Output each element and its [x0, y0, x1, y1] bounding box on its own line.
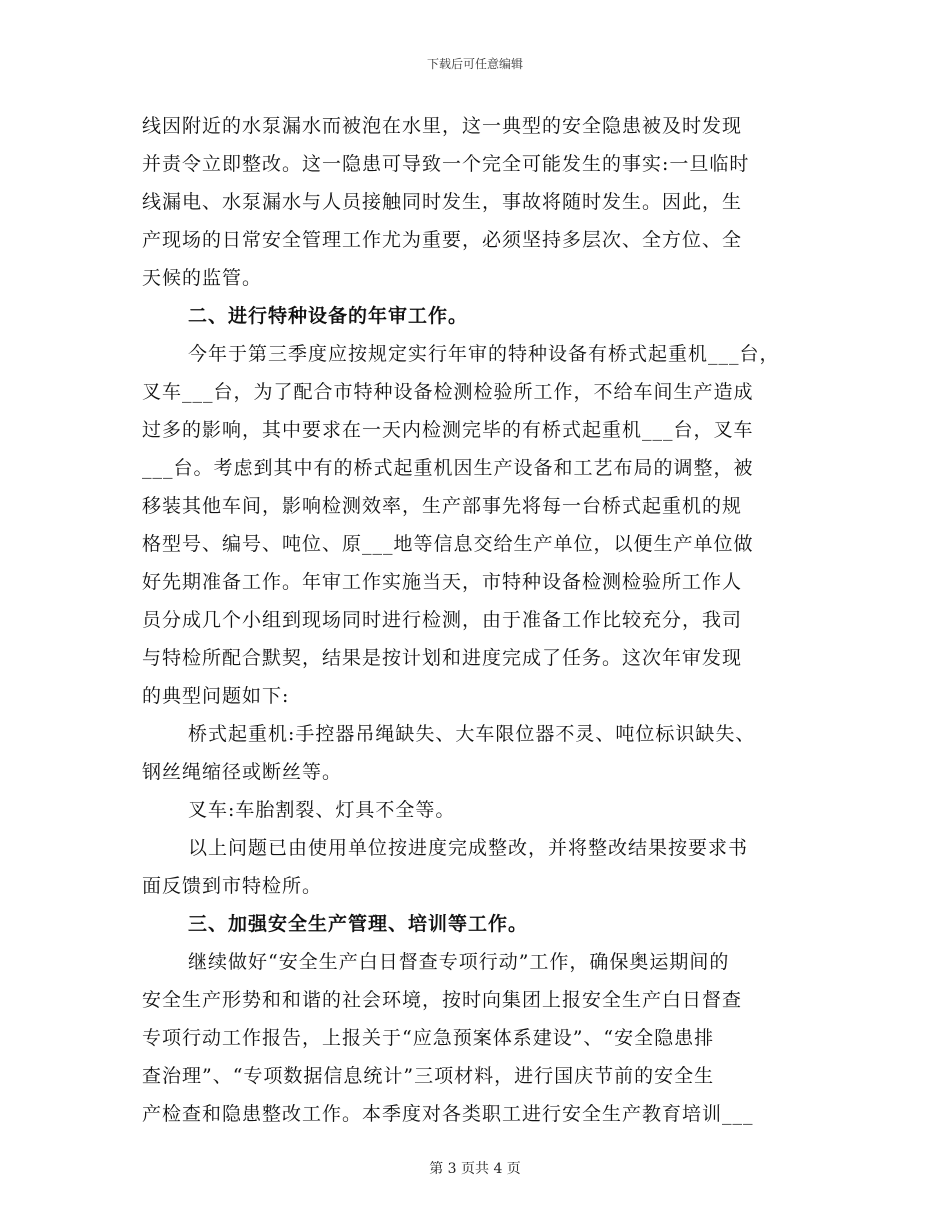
paragraph-line: ___台。考虑到其中有的桥式起重机因生产设备和工艺布局的调整，被: [142, 457, 754, 479]
paragraph-line: 专项行动工作报告，上报关于“应急预案体系建设”、“安全隐患排: [142, 1027, 715, 1049]
paragraph-line: 钢丝绳缩径或断丝等。: [142, 761, 343, 783]
section-heading: 三、加强安全生产管理、培训等工作。: [188, 913, 529, 935]
paragraph-line: 移装其他车间，影响检测效率，生产部事先将每一台桥式起重机的规: [142, 495, 743, 517]
paragraph-line: 以上问题已由使用单位按进度完成整改，并将整改结果按要求书: [188, 837, 749, 859]
paragraph-line: 的典型问题如下:: [142, 685, 290, 707]
paragraph-line: 继续做好“安全生产白日督查专项行动”工作，确保奥运期间的: [188, 951, 730, 973]
section-heading: 二、进行特种设备的年审工作。: [188, 305, 469, 327]
paragraph-line: 线因附近的水泵漏水而被泡在水里，这一典型的安全隐患被及时发现: [142, 115, 743, 137]
paragraph-line: 线漏电、水泵漏水与人员接触同时发生，事故将随时发生。因此，生: [142, 191, 743, 213]
paragraph-line: 今年于第三季度应按规定实行年审的特种设备有桥式起重机___台，: [188, 343, 780, 365]
paragraph-line: 叉车___台，为了配合市特种设备检测检验所工作，不给车间生产造成: [142, 381, 754, 403]
paragraph-line: 产检查和隐患整改工作。本季度对各类职工进行安全生产教育培训___: [142, 1103, 754, 1125]
paragraph-line: 与特检所配合默契，结果是按计划和进度完成了任务。这次年审发现: [142, 647, 743, 669]
paragraph-line: 产现场的日常安全管理工作尤为重要，必须坚持多层次、全方位、全: [142, 229, 743, 251]
paragraph-line: 员分成几个小组到现场同时进行检测，由于准备工作比较充分，我司: [142, 609, 743, 631]
document-body: [142, 107, 812, 1133]
paragraph-line: 桥式起重机:手控器吊绳缺失、大车限位器不灵、吨位标识缺失、: [188, 723, 756, 745]
paragraph-line: 格型号、编号、吨位、原___地等信息交给生产单位，以便生产单位做: [142, 533, 754, 555]
page-footer: 第 3 页共 4 页: [429, 1161, 521, 1177]
paragraph-line: 好先期准备工作。年审工作实施当天，市特种设备检测检验所工作人: [142, 571, 743, 593]
paragraph-line: 叉车:车胎割裂、灯具不全等。: [188, 799, 456, 821]
paragraph-line: 安全生产形势和和谐的社会环境，按时向集团上报安全生产白日督查: [142, 989, 743, 1011]
page-header: 下载后可任意编辑: [426, 57, 523, 71]
paragraph-line: 过多的影响，其中要求在一天内检测完毕的有桥式起重机___台，叉车: [142, 419, 754, 441]
paragraph-line: 并责令立即整改。这一隐患可导致一个完全可能发生的事实:一旦临时: [142, 153, 750, 175]
paragraph-line: 面反馈到市特检所。: [142, 875, 323, 897]
paragraph-line: 查治理”、“专项数据信息统计”三项材料，进行国庆节前的安全生: [142, 1065, 715, 1087]
paragraph-line: 天候的监管。: [142, 267, 263, 289]
